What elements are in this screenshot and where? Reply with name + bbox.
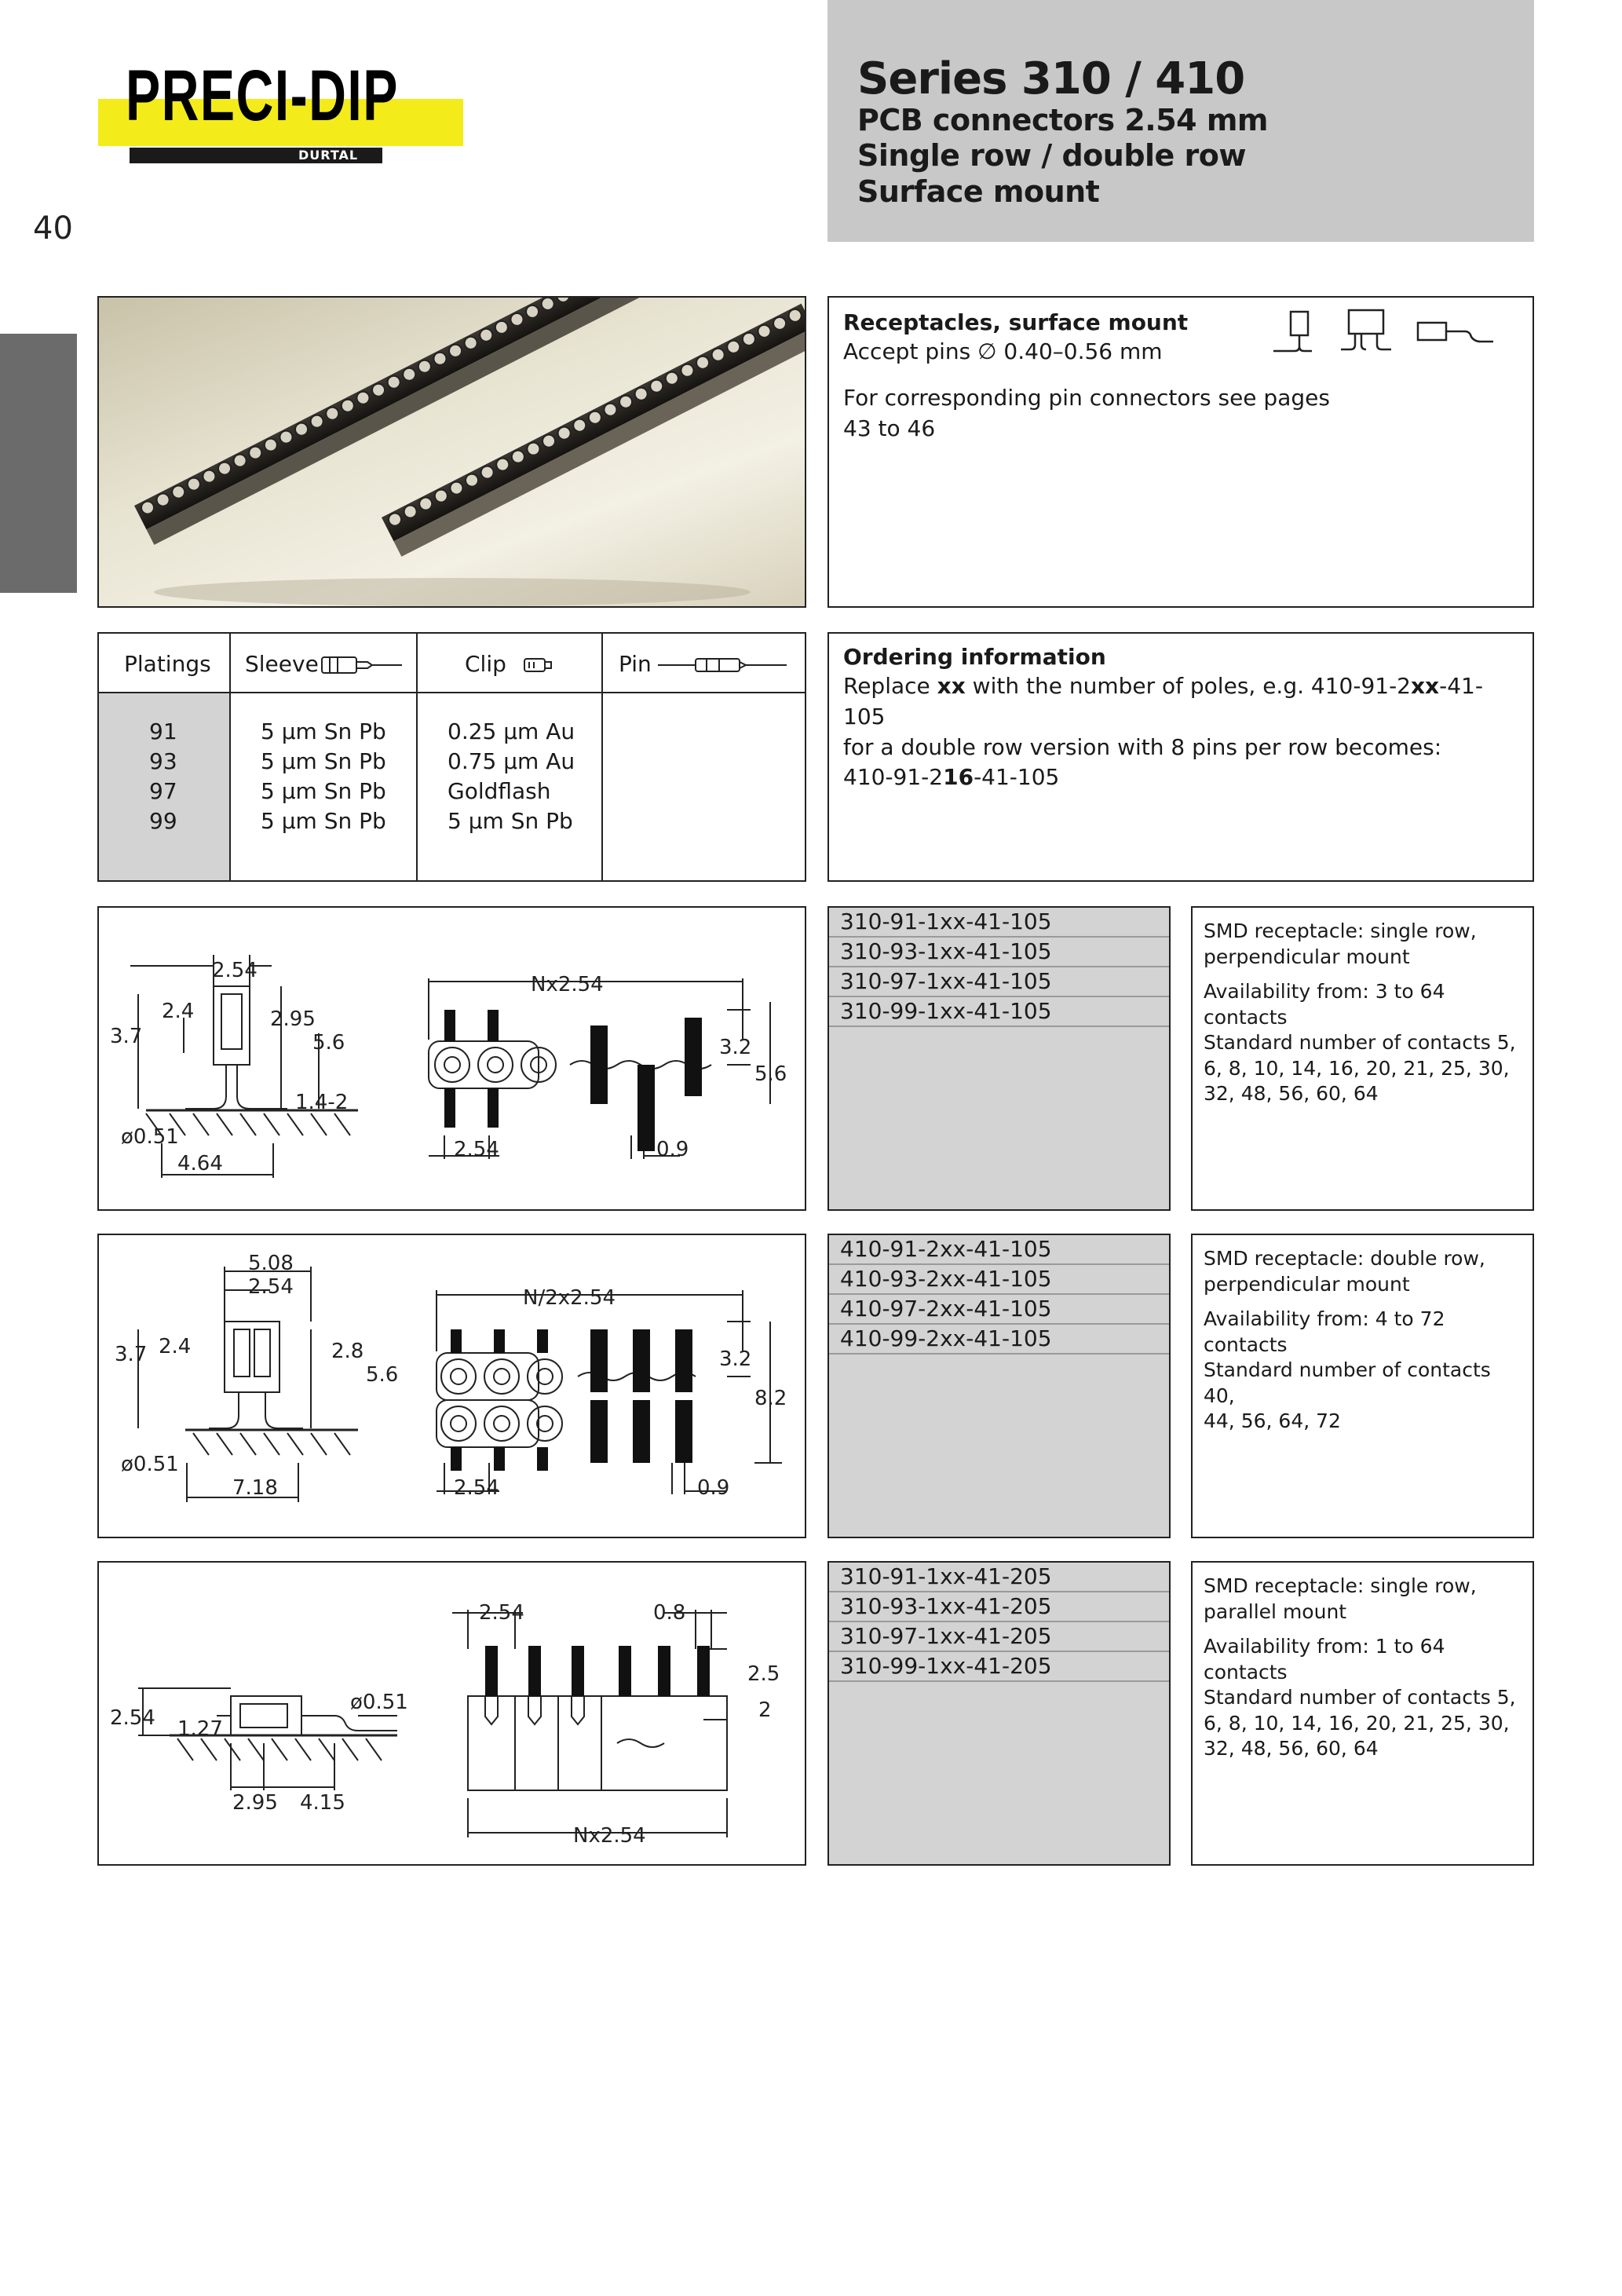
receptacles-title: Receptacles, surface mount [843, 309, 1189, 335]
dim-label: 2.4 [159, 1335, 192, 1358]
clip-value: Goldflash [448, 778, 551, 804]
dim-label: 5.6 [754, 1062, 787, 1086]
dim-label: 5.6 [366, 1363, 399, 1387]
dim-label: 2.95 [270, 1007, 316, 1031]
see-pages-text-2: 43 to 46 [843, 415, 936, 441]
series-line-3: Surface mount [857, 174, 1100, 209]
dim-label: 4.15 [300, 1791, 345, 1815]
desc-line: SMD receptacle: single row, [1204, 1574, 1477, 1597]
dim-label: 5.6 [312, 1031, 345, 1055]
accept-pins-text: Accept pins ∅ 0.40–0.56 mm [843, 338, 1163, 365]
dim-label: 2 [758, 1698, 772, 1722]
drawing-single-row-perpendicular [97, 906, 806, 1211]
dim-label: Nx2.54 [573, 1824, 646, 1848]
dim-label: 2.8 [331, 1340, 364, 1363]
standard-contacts: 32, 48, 56, 60, 64 [1204, 1082, 1379, 1105]
page-number: 40 [33, 210, 73, 247]
part-number: 410-93-2xx-41-105 [829, 1265, 1169, 1295]
dim-label: Nx2.54 [531, 973, 604, 996]
clip-value: 5 µm Sn Pb [448, 808, 573, 834]
plating-code: 93 [149, 748, 177, 774]
dim-label: 0.9 [656, 1138, 689, 1161]
availability: Availability from: 3 to 64 contacts [1204, 980, 1445, 1029]
part-number: 310-93-1xx-41-105 [829, 938, 1169, 967]
part-number: 310-99-1xx-41-205 [829, 1652, 1169, 1682]
dim-label: 2.54 [212, 959, 258, 982]
availability: Availability from: 1 to 64 contacts [1204, 1635, 1445, 1684]
technical-drawing [99, 908, 805, 1209]
ordering-info [827, 632, 1534, 882]
dim-label: 2.54 [479, 1601, 524, 1625]
part-number: 410-91-2xx-41-105 [829, 1235, 1169, 1265]
sleeve-value: 5 µm Sn Pb [261, 718, 386, 744]
receptacles-info [827, 296, 1534, 608]
series-header [827, 0, 1534, 242]
dim-label: 0.8 [653, 1601, 686, 1625]
part-number-list [827, 1234, 1171, 1538]
header-pin: Pin [619, 651, 652, 677]
desc-line: parallel mount [1204, 1600, 1347, 1623]
header-platings: Platings [124, 651, 211, 677]
product-description [1191, 1234, 1534, 1538]
dim-label: 5.08 [248, 1252, 294, 1275]
dim-label: 2.54 [248, 1275, 294, 1299]
dim-label: 0.9 [697, 1476, 730, 1500]
dim-label: 2.5 [747, 1662, 780, 1686]
dim-label: 1.27 [177, 1717, 223, 1741]
part-number: 410-99-2xx-41-105 [829, 1325, 1169, 1355]
series-line-2: Single row / double row [857, 138, 1247, 174]
sleeve-value: 5 µm Sn Pb [261, 778, 386, 804]
dim-label: 1.4-2 [295, 1091, 349, 1114]
platings-table [97, 632, 806, 882]
part-number: 310-97-1xx-41-105 [829, 967, 1169, 997]
dim-label: 2.54 [454, 1476, 499, 1500]
dim-label: 3.2 [719, 1347, 752, 1371]
mounting-type-icons [1269, 305, 1520, 368]
standard-contacts: 6, 8, 10, 14, 16, 20, 21, 25, 30, [1204, 1711, 1510, 1735]
connector-photo-image [99, 298, 806, 608]
ordering-line-3 [843, 762, 1518, 793]
series-title: Series 310 / 410 [857, 53, 1245, 104]
dim-label: N/2x2.54 [523, 1286, 616, 1310]
standard-contacts: 32, 48, 56, 60, 64 [1204, 1737, 1379, 1760]
sleeve-value: 5 µm Sn Pb [261, 748, 386, 774]
dim-label: ø0.51 [121, 1125, 179, 1149]
dim-label: 3.2 [719, 1036, 752, 1059]
part-number: 310-91-1xx-41-105 [829, 908, 1169, 938]
ordering-text: -41-105 [974, 764, 1060, 791]
sleeve-icon [320, 653, 407, 679]
ordering-text: 410-91-2 [843, 764, 944, 791]
desc-line: SMD receptacle: double row, [1204, 1247, 1485, 1270]
dim-label: 2.54 [110, 1706, 155, 1730]
sleeve-value: 5 µm Sn Pb [261, 808, 386, 834]
header-clip: Clip [465, 651, 506, 677]
side-tab [0, 334, 77, 593]
dim-label: 3.7 [115, 1343, 148, 1366]
clip-value: 0.25 µm Au [448, 718, 575, 744]
plating-code: 99 [149, 808, 177, 834]
standard-contacts: Standard number of contacts 40, [1204, 1358, 1491, 1407]
technical-drawing [99, 1563, 805, 1864]
ordering-line-1 [843, 671, 1518, 732]
header-sleeve: Sleeve [245, 651, 319, 677]
drawing-double-row-perpendicular [97, 1234, 806, 1538]
ordering-text: with the number of poles, e.g. 410-91-2 [965, 673, 1411, 700]
desc-line: perpendicular mount [1204, 945, 1410, 968]
plating-code: 97 [149, 778, 177, 804]
part-number-list [827, 1561, 1171, 1866]
dim-label: 7.18 [232, 1476, 278, 1500]
dim-label: 3.7 [110, 1025, 143, 1048]
part-number: 410-97-2xx-41-105 [829, 1295, 1169, 1325]
part-number: 310-91-1xx-41-205 [829, 1563, 1169, 1592]
dim-label: ø0.51 [350, 1691, 408, 1714]
desc-gap [1204, 1625, 1522, 1634]
dim-label: 2.4 [162, 1000, 195, 1023]
ordering-title: Ordering information [843, 644, 1106, 670]
desc-line: SMD receptacle: single row, [1204, 919, 1477, 942]
pin-icon [656, 653, 790, 679]
logo: PRECI-DIP [126, 56, 399, 136]
standard-contacts: 6, 8, 10, 14, 16, 20, 21, 25, 30, [1204, 1056, 1510, 1080]
product-photo [97, 296, 806, 608]
ordering-bold: 16 [943, 764, 974, 791]
dim-label: 8.2 [754, 1387, 787, 1410]
product-description [1191, 906, 1534, 1211]
ordering-bold: xx [1411, 673, 1440, 700]
logo-subtext: DURTAL [298, 148, 359, 163]
part-number: 310-93-1xx-41-205 [829, 1592, 1169, 1622]
desc-line: perpendicular mount [1204, 1272, 1410, 1296]
dim-label: 2.54 [454, 1138, 499, 1161]
drawing-single-row-parallel [97, 1561, 806, 1866]
desc-gap [1204, 1297, 1522, 1307]
dim-label: 2.95 [232, 1791, 278, 1815]
series-line-1: PCB connectors 2.54 mm [857, 102, 1269, 137]
standard-contacts: Standard number of contacts 5, [1204, 1031, 1516, 1054]
technical-drawing [99, 1235, 805, 1537]
see-pages-text-1: For corresponding pin connectors see pages [843, 385, 1330, 411]
part-number: 310-99-1xx-41-105 [829, 997, 1169, 1027]
ordering-bold: xx [937, 673, 966, 700]
ordering-text: -41-105 [843, 673, 1483, 730]
availability: Availability from: 4 to 72 contacts [1204, 1307, 1445, 1356]
part-number-list [827, 906, 1171, 1211]
plating-code: 91 [149, 718, 177, 744]
standard-contacts: Standard number of contacts 5, [1204, 1686, 1516, 1709]
dim-label: 4.64 [177, 1152, 223, 1175]
ordering-line-2: for a double row version with 8 pins per row becomes: [843, 733, 1442, 760]
ordering-text: Replace [843, 673, 937, 700]
desc-gap [1204, 970, 1522, 979]
product-description [1191, 1561, 1534, 1866]
clip-value: 0.75 µm Au [448, 748, 575, 774]
standard-contacts: 44, 56, 64, 72 [1204, 1409, 1341, 1432]
part-number: 310-97-1xx-41-205 [829, 1622, 1169, 1652]
clip-icon [523, 656, 554, 676]
dim-label: ø0.51 [121, 1453, 179, 1476]
